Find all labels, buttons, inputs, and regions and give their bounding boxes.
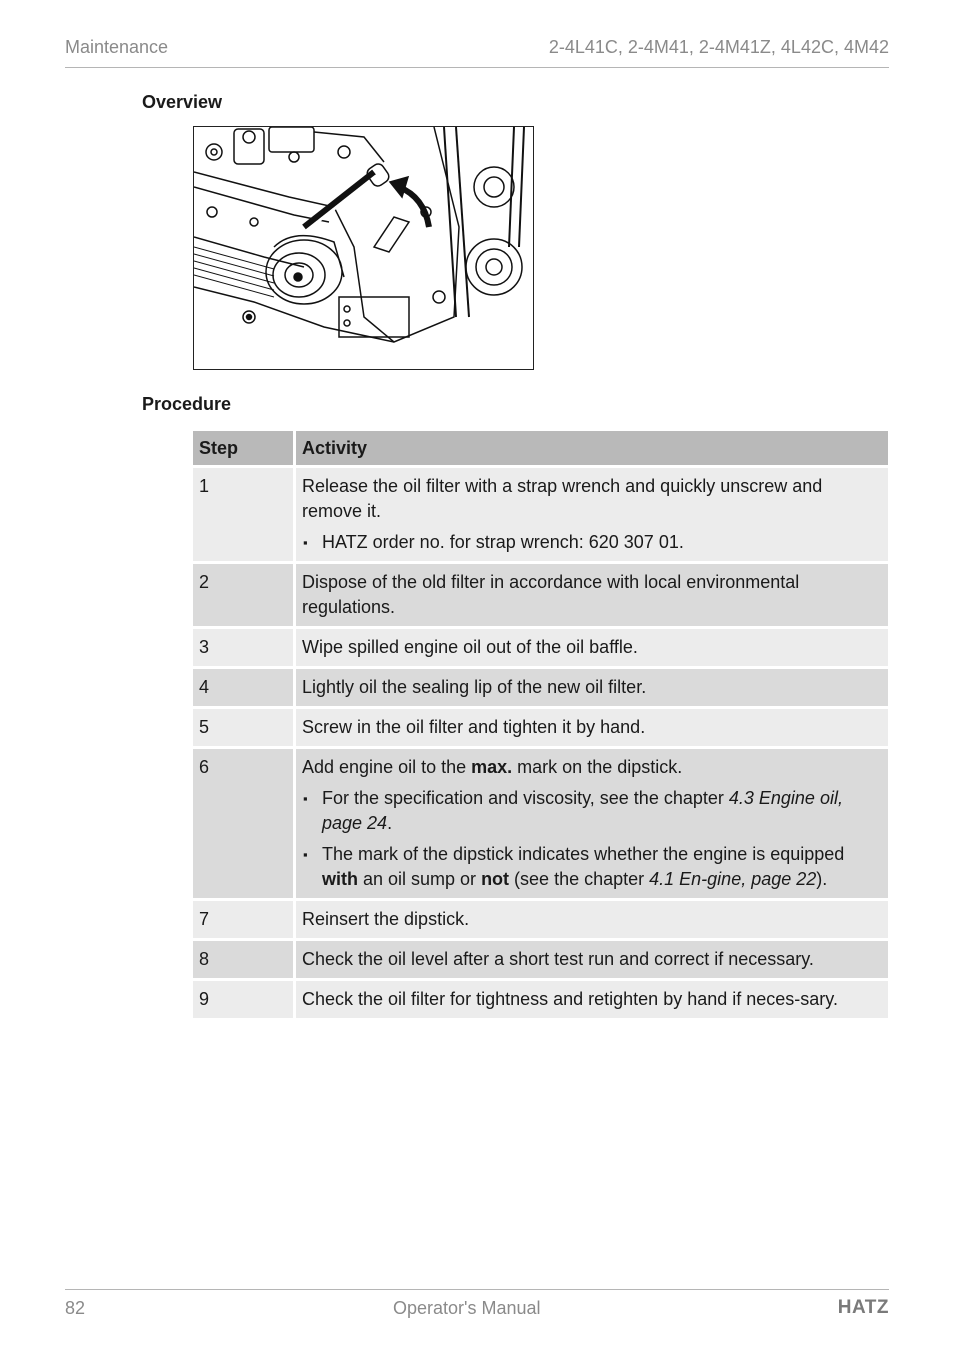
procedure-table: [193, 428, 888, 1021]
procedure-heading: Procedure: [142, 394, 232, 414]
step-number: 7: [193, 901, 296, 938]
table-row: [193, 629, 888, 666]
chapter-reference: 4.3 Engine oil, page 24: [322, 788, 843, 833]
activity-text: Add engine oil to the max. mark on the dipstick.: [302, 757, 683, 777]
table-header-row: [193, 431, 888, 465]
activity-bullet: ▪ The mark of the dipstick indicates whether the engine is equipped with an oil sump or not (see the chapter 4.1 En-gine, page 22).: [302, 842, 882, 892]
step-number: 6: [193, 749, 296, 898]
activity-bullet: ▪ For the specification and viscosity, see the chapter 4.3 Engine oil, page 24.: [302, 786, 882, 836]
activity-cell: [296, 749, 888, 898]
footer-divider: [65, 1289, 889, 1290]
table-row: [193, 901, 888, 938]
activity-text: Check the oil level after a short test run and correct if necessary.: [302, 949, 814, 969]
header-section: Maintenance: [65, 37, 169, 57]
activity-text: Dispose of the old filter in accordance with local environmental regulations.: [302, 572, 800, 617]
activity-cell: [296, 709, 888, 746]
activity-cell: [296, 669, 888, 706]
table-row: [193, 981, 888, 1018]
header-models: 2-4L41C, 2-4M41, 2-4M41Z, 4L42C, 4M42: [548, 37, 889, 57]
table-row: [193, 941, 888, 978]
step-number: 1: [193, 468, 296, 561]
footer-title: Operator's Manual: [393, 1298, 541, 1318]
step-number: 3: [193, 629, 296, 666]
header-divider: [65, 67, 889, 68]
page-number: 82: [65, 1298, 86, 1318]
column-header-step: Step: [193, 431, 296, 465]
activity-cell: [296, 981, 888, 1018]
activity-text: Release the oil filter with a strap wrench and quickly unscrew and remove it.: [302, 476, 823, 521]
table-row: [193, 468, 888, 561]
hatz-logo: HATZ: [837, 1297, 889, 1318]
overview-heading: Overview: [142, 92, 223, 112]
activity-text: Reinsert the dipstick.: [302, 909, 470, 929]
activity-text: Check the oil filter for tightness and retighten by hand if neces-sary.: [302, 989, 838, 1009]
table-row: [193, 709, 888, 746]
engine-oil-filter-illustration: [193, 126, 534, 370]
activity-cell: [296, 941, 888, 978]
step-number: 5: [193, 709, 296, 746]
activity-cell: [296, 564, 888, 626]
activity-cell: [296, 901, 888, 938]
activity-cell: [296, 468, 888, 561]
activity-text: Lightly oil the sealing lip of the new oil filter.: [302, 677, 647, 697]
table-row: [193, 564, 888, 626]
step-number: 4: [193, 669, 296, 706]
table-row: [193, 669, 888, 706]
activity-text: Wipe spilled engine oil out of the oil baffle.: [302, 637, 638, 657]
chapter-reference: 4.1 En-gine, page 22: [649, 869, 817, 889]
step-number: 8: [193, 941, 296, 978]
column-header-activity: Activity: [296, 431, 888, 465]
activity-text: Screw in the oil filter and tighten it by hand.: [302, 717, 646, 737]
activity-bullet: ▪ HATZ order no. for strap wrench: 620 307 01.: [302, 530, 882, 555]
step-number: 9: [193, 981, 296, 1018]
step-number: 2: [193, 564, 296, 626]
table-row: [193, 749, 888, 898]
activity-cell: [296, 629, 888, 666]
